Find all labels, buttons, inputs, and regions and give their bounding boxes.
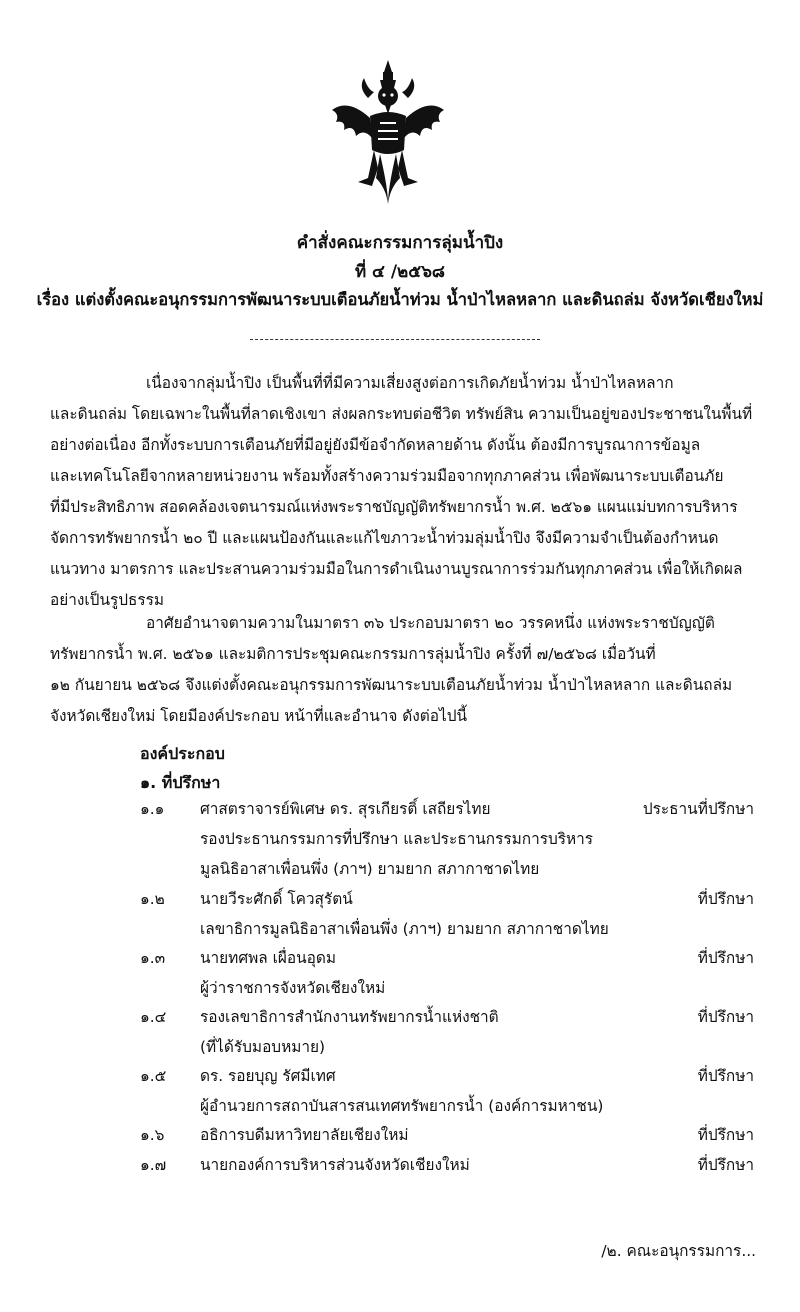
paragraph-line: และเทคโนโลยีจากหลายหน่วยงาน พร้อมทั้งสร้างความร่วมมือจากทุกภาคส่วน เพื่อพัฒนาระบบเตือนภัย <box>50 467 724 485</box>
paragraph-line: จังหวัดเชียงใหม่ โดยมีองค์ประกอบ หน้าที่และอำนาจ ดังต่อไปนี้ <box>50 707 468 725</box>
paragraph-line: แนวทาง มาตรการ และประสานความร่วมมือในการดำเนินงานบูรณาการร่วมกันทุกภาคส่วน เพื่อให้เกิดผล <box>50 560 743 578</box>
paragraph-line: อย่างเป็นรูปธรรม <box>50 591 165 609</box>
member-name: ดร. รอยบุญ รัศมีเทศ <box>200 1067 336 1085</box>
member-role: ที่ปรึกษา <box>697 1126 754 1144</box>
paragraph-line: และดินถล่ม โดยเฉพาะในพื้นที่ลาดเชิงเขา ส่งผลกระทบต่อชีวิต ทรัพย์สิน ความเป็นอยู่ของประชาชนในพื้นที่ <box>50 405 753 423</box>
divider-line <box>250 339 540 340</box>
member-number: ๑.๓ <box>140 949 166 967</box>
paragraph-line: จัดการทรัพยากรน้ำ ๒๐ ปี และแผนป้องกันและแก้ไขภาวะน้ำท่วมลุ่มน้ำปิง จึงมีความจำเป็นต้องกำหนด <box>50 529 719 547</box>
member-role: ที่ปรึกษา <box>697 890 754 908</box>
member-number: ๑.๔ <box>140 1008 167 1026</box>
member-number: ๑.๒ <box>140 890 165 908</box>
order-title: คำสั่งคณะกรรมการลุ่มน้ำปิง <box>296 233 504 253</box>
order-number: ที่ ๔ /๒๕๖๘ <box>354 262 446 282</box>
member-name: นายกองค์การบริหารส่วนจังหวัดเชียงใหม่ <box>200 1156 470 1174</box>
garuda-emblem-icon <box>328 58 448 208</box>
member-name: รองเลขาธิการสำนักงานทรัพยากรน้ำแห่งชาติ <box>200 1008 499 1026</box>
member-role: ที่ปรึกษา <box>697 1067 754 1085</box>
member-name: ศาสตราจารย์พิเศษ ดร. สุรเกียรติ์ เสถียรไทย <box>200 800 491 818</box>
member-number: ๑.๖ <box>140 1126 165 1144</box>
member-detail: มูลนิธิอาสาเพื่อนพึ่ง (ภาฯ) ยามยาก สภากาชาดไทย <box>200 860 540 878</box>
advisors-heading: ๑. ที่ปรึกษา <box>140 773 221 792</box>
member-role: ประธานที่ปรึกษา <box>642 800 754 818</box>
continuation-note: /๒. คณะอนุกรรมการ... <box>601 1242 756 1260</box>
member-number: ๑.๑ <box>140 800 165 818</box>
paragraph-line: อาศัยอำนาจตามความในมาตรา ๓๖ ประกอบมาตรา ๒๐ วรรคหนึ่ง แห่งพระราชบัญญัติ <box>146 614 715 632</box>
member-detail: รองประธานกรรมการที่ปรึกษา และประธานกรรมการบริหาร <box>200 830 594 848</box>
member-number: ๑.๕ <box>140 1067 167 1085</box>
paragraph-line: ทรัพยากรน้ำ พ.ศ. ๒๕๖๑ และมติการประชุมคณะกรรมการลุ่มน้ำปิง ครั้งที่ ๗/๒๕๖๘ เมื่อวันที่ <box>50 645 656 663</box>
member-name: อธิการบดีมหาวิทยาลัยเชียงใหม่ <box>200 1126 409 1144</box>
paragraph-line: ที่มีประสิทธิภาพ สอดคล้องเจตนารมณ์แห่งพระราชบัญญัติทรัพยากรน้ำ พ.ศ. ๒๕๖๑ แผนแม่บทการบริหาร <box>50 498 738 516</box>
member-detail: ผู้ว่าราชการจังหวัดเชียงใหม่ <box>200 979 386 997</box>
order-subject: เรื่อง แต่งตั้งคณะอนุกรรมการพัฒนาระบบเตือนภัยน้ำท่วม น้ำป่าไหลหลาก และดินถล่ม จังหวัดเชียงใหม่ <box>36 290 764 309</box>
member-number: ๑.๗ <box>140 1156 167 1174</box>
member-detail: (ที่ได้รับมอบหมาย) <box>200 1038 326 1056</box>
member-role: ที่ปรึกษา <box>697 949 754 967</box>
member-name: นายทศพล เผื่อนอุดม <box>200 949 336 967</box>
paragraph-line: เนื่องจากลุ่มน้ำปิง เป็นพื้นที่ที่มีความเสี่ยงสูงต่อการเกิดภัยน้ำท่วม น้ำป่าไหลหลาก <box>146 374 674 392</box>
member-name: นายวีระศักดิ์ โควสุรัตน์ <box>200 890 353 908</box>
member-detail: เลขาธิการมูลนิธิอาสาเพื่อนพึ่ง (ภาฯ) ยามยาก สภากาชาดไทย <box>200 920 609 938</box>
preamble-paragraph <box>50 368 755 616</box>
paragraph-line: ๑๒ กันยายน ๒๕๖๘ จึงแต่งตั้งคณะอนุกรรมการพัฒนาระบบเตือนภัยน้ำท่วม น้ำป่าไหลหลาก และดินถล่ม <box>50 676 733 694</box>
authority-paragraph <box>50 608 755 732</box>
member-role: ที่ปรึกษา <box>697 1156 754 1174</box>
paragraph-line: อย่างต่อเนื่อง อีกทั้งระบบการเตือนภัยที่มีอยู่ยังมีข้อจำกัดหลายด้าน ดังนั้น ต้องมีการบูรณาการข้อมูล <box>50 436 701 454</box>
member-role: ที่ปรึกษา <box>697 1008 754 1026</box>
member-detail: ผู้อำนวยการสถาบันสารสนเทศทรัพยากรน้ำ (องค์การมหาชน) <box>200 1097 604 1115</box>
composition-heading: องค์ประกอบ <box>140 744 225 763</box>
